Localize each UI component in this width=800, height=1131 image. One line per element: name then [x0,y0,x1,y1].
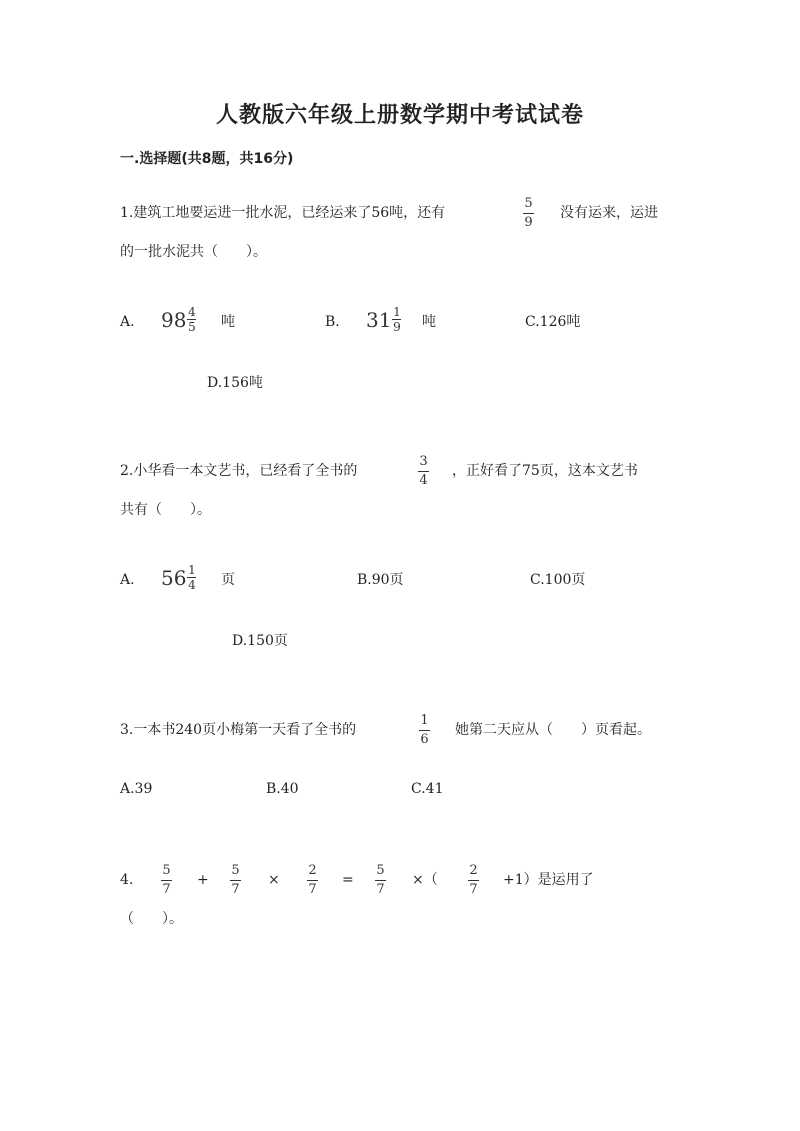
q1-fraction-denominator: 9 [524,215,533,230]
q1-option-c: C.126吨 [525,314,581,330]
q2-text-part2: ，正好看了75页，这本文艺书 [452,463,638,479]
q4-fraction-2-numerator: 5 [231,863,240,878]
q1-text-part2: 没有运来，运进 [560,205,658,221]
q4-fraction-3-denominator: 7 [308,882,317,897]
q2-option-a-label: A. [120,572,135,588]
q1-option-a-unit: 吨 [221,314,235,330]
q4-equals-sign: = [342,872,354,888]
q3-text-part1: 3.一本书240页小梅第一天看了全书的 [120,722,357,738]
q1-text-part3: 的一批水泥共（ ）。 [120,244,267,260]
q3-fraction-numerator: 1 [420,713,429,728]
q2-option-a-unit: 页 [221,572,235,588]
q2-option-c: C.100页 [530,572,586,588]
q2-option-a-denominator: 4 [188,578,196,592]
q2-text-part1: 2.小华看一本文艺书，已经看了全书的 [120,463,358,479]
q3-fraction-denominator: 6 [420,732,429,747]
q1-option-b-numerator: 1 [393,305,401,319]
q4-fraction-5-denominator: 7 [469,882,478,897]
page-title: 人教版六年级上册数学期中考试试卷 [215,103,584,128]
q3-option-c: C.41 [411,781,444,797]
q1-option-a-numerator: 4 [188,305,196,319]
q4-fraction-1-denominator: 7 [162,882,171,897]
q1-option-d: D.156吨 [207,375,263,391]
q3-option-a: A.39 [120,781,153,797]
q1-fraction [523,197,534,230]
q3-text-part2: 她第二天应从（ ）页看起。 [455,722,651,738]
q1-option-a-denominator: 5 [188,320,196,334]
q1-option-a-whole: 98 [161,307,187,332]
q3-option-b: B.40 [266,781,299,797]
q4-plus-sign: + [197,872,209,888]
q2-option-a-value [161,564,196,591]
q4-label: 4. [120,872,134,888]
q4-fraction-5 [468,864,479,897]
q2-text-part3: 共有（ ）。 [120,502,211,518]
q1-option-a-label: A. [120,314,135,330]
q4-times-paren: ×（ [412,872,438,888]
q2-fraction-denominator: 4 [419,473,428,488]
q2-fraction [418,455,429,488]
q2-option-a-whole: 56 [161,565,187,590]
q4-fraction-2-denominator: 7 [231,882,240,897]
q4-fraction-4-numerator: 5 [376,863,385,878]
q1-option-b-denominator: 9 [393,320,401,334]
q4-fraction-4 [375,864,386,897]
q2-option-b: B.90页 [357,572,404,588]
q4-fraction-5-numerator: 2 [469,863,478,878]
q4-fraction-3-numerator: 2 [308,863,317,878]
q2-fraction-numerator: 3 [419,454,428,469]
q4-fraction-2 [230,864,241,897]
q4-fraction-1-numerator: 5 [162,863,171,878]
q4-fraction-4-denominator: 7 [376,882,385,897]
q4-text-end: +1）是运用了 [503,872,594,888]
q2-option-a-numerator: 1 [188,563,196,577]
q3-fraction [419,714,430,747]
q4-answer-blank: （ ）。 [120,911,183,927]
q4-times-sign-1: × [268,872,280,888]
q1-fraction-numerator: 5 [524,196,533,211]
section-heading: 一.选择题(共8题，共16分) [120,151,294,167]
q1-option-b-whole: 31 [366,307,392,332]
q4-fraction-3 [307,864,318,897]
q1-text-part1: 1.建筑工地要运进一批水泥，已经运来了56吨，还有 [120,205,446,221]
q1-option-b-unit: 吨 [422,314,436,330]
q1-option-b-label: B. [325,314,340,330]
q1-option-a-value [161,306,196,333]
q1-option-b-value [366,306,401,333]
q2-option-d: D.150页 [232,633,288,649]
q4-fraction-1 [161,864,172,897]
